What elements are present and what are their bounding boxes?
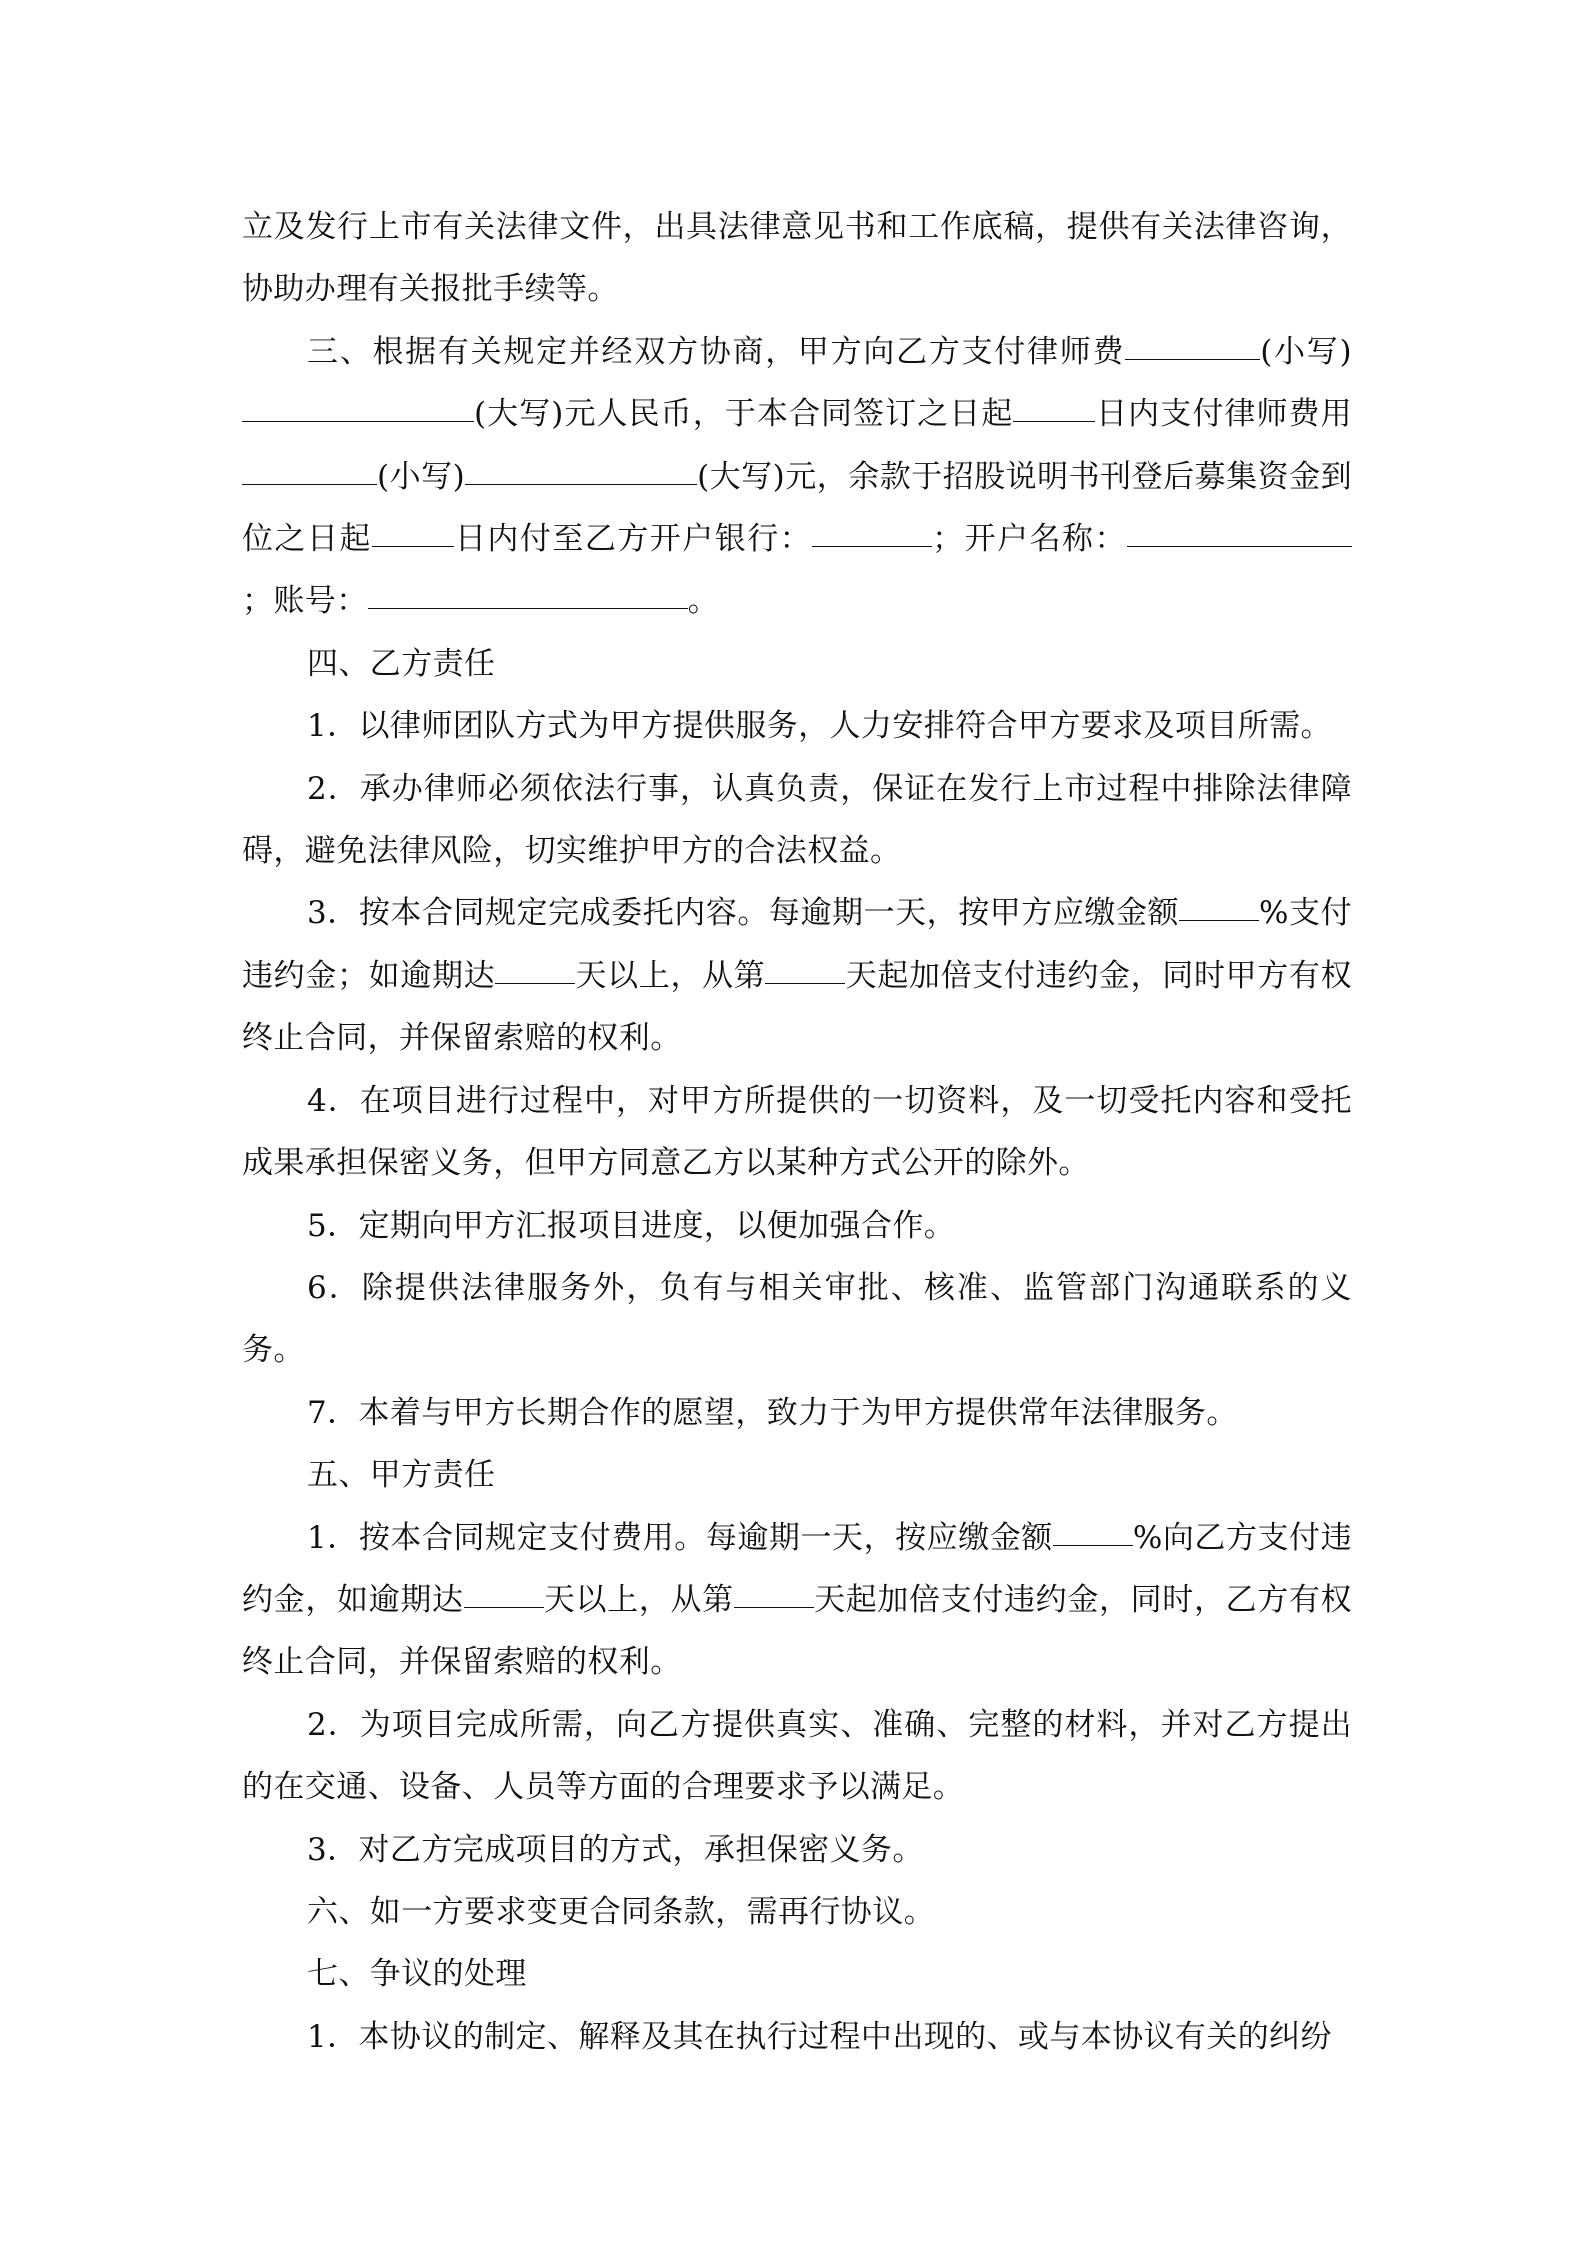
clause-text: (大写)元人民币，于本合同签订之日起 (474, 396, 1014, 433)
section-heading-party-b (242, 633, 1352, 695)
list-item (242, 2006, 1352, 2068)
item-text: 天以上，从第 (543, 1581, 734, 1618)
item-text: 3．按本合同规定完成委托内容。每逾期一天，按甲方应缴金额 (307, 895, 1180, 932)
item-text: 7．本着与甲方长期合作的愿望，致力于为甲方提供常年法律服务。 (307, 1394, 1238, 1431)
heading-text: 七、争议的处理 (307, 1956, 527, 1993)
paragraph-continuation (242, 196, 1352, 321)
clause-text: ；开户名称： (932, 521, 1127, 558)
clause-text: (大写)元，余款于招股说明书刊登后募集资金到位之日起 (242, 458, 1352, 558)
fill-blank[interactable] (1013, 420, 1095, 422)
clause-text: (小写) (377, 458, 466, 495)
item-text: 4．在项目进行过程中，对甲方所提供的一切资料，及一切受托内容和受托成果承担保密义务，但甲方同意乙方以某种方式公开的除外。 (242, 1082, 1352, 1182)
fill-blank[interactable] (242, 483, 377, 485)
item-text: 5．定期向甲方汇报项目进度，以便加强合作。 (307, 1207, 956, 1244)
list-item (242, 1694, 1352, 1819)
contract-body (242, 196, 1352, 2068)
fill-blank[interactable] (368, 607, 688, 609)
clause-text: (小写) (1260, 333, 1352, 370)
fill-blank[interactable] (242, 420, 474, 422)
clause-text: 日内付至乙方开户银行： (453, 521, 813, 558)
item-text: 2．承办律师必须依法行事，认真负责，保证在发行上市过程中排除法律障碍，避免法律风险，切实维护甲方的合法权益。 (242, 770, 1352, 870)
item-text: 天起加倍支付违约金，同时，乙方有权终止合同，并保留索赔的权利。 (242, 1581, 1352, 1681)
clause-fee-payment (242, 321, 1352, 633)
heading-text: 四、乙方责任 (307, 645, 496, 682)
item-text: 2．为项目完成所需，向乙方提供真实、准确、完整的材料，并对乙方提出的在交通、设备、人员等方面的合理要求予以满足。 (242, 1706, 1352, 1806)
list-item (242, 758, 1352, 883)
section-heading-party-a (242, 1444, 1352, 1506)
section-heading-disputes (242, 1943, 1352, 2005)
clause-text: 。 (687, 583, 720, 620)
list-item (242, 1382, 1352, 1444)
list-item-penalty-a (242, 1507, 1352, 1694)
fill-blank[interactable] (495, 982, 575, 984)
fill-blank[interactable] (812, 545, 932, 547)
list-item (242, 1070, 1352, 1195)
clause-text: 日内支付律师费用 (1095, 396, 1352, 433)
list-item (242, 695, 1352, 757)
clause-text: ；账号： (242, 583, 368, 620)
item-text: 天以上，从第 (575, 957, 766, 994)
list-item (242, 1195, 1352, 1257)
fill-blank[interactable] (1053, 1544, 1133, 1546)
fill-blank[interactable] (1127, 545, 1352, 547)
item-text: %向乙方支付违约金，如逾期达 (242, 1519, 1352, 1618)
fill-blank[interactable] (464, 1606, 544, 1608)
fill-blank[interactable] (1179, 919, 1259, 921)
fill-blank[interactable] (465, 483, 697, 485)
item-text: 1．本协议的制定、解释及其在执行过程中出现的、或与本协议有关的纠纷 (307, 2018, 1332, 2055)
heading-text: 五、甲方责任 (307, 1457, 496, 1494)
item-text: 1．按本合同规定支付费用。每逾期一天，按应缴金额 (307, 1519, 1053, 1556)
item-text: %支付违约金；如逾期达 (242, 895, 1352, 994)
list-item-penalty-b (242, 882, 1352, 1069)
item-text: 3．对乙方完成项目的方式，承担保密义务。 (307, 1831, 924, 1868)
fill-blank[interactable] (765, 982, 845, 984)
fill-blank[interactable] (734, 1606, 814, 1608)
clause-text: 三、根据有关规定并经双方协商，甲方向乙方支付律师费 (307, 333, 1126, 370)
paragraph-text: 立及发行上市有关法律文件，出具法律意见书和工作底稿，提供有关法律咨询，协助办理有关报批手续等。 (242, 209, 1352, 308)
item-text: 6．除提供法律服务外，负有与相关审批、核准、监管部门沟通联系的义务。 (242, 1269, 1352, 1369)
fill-blank[interactable] (372, 545, 454, 547)
section-heading-amendment (242, 1881, 1352, 1943)
list-item (242, 1819, 1352, 1881)
fill-blank[interactable] (1125, 358, 1260, 360)
item-text: 1．以律师团队方式为甲方提供服务，人力安排符合甲方要求及项目所需。 (307, 708, 1332, 745)
list-item (242, 1257, 1352, 1382)
item-text: 天起加倍支付违约金，同时甲方有权终止合同，并保留索赔的权利。 (242, 957, 1352, 1057)
heading-text: 六、如一方要求变更合同条款，需再行协议。 (307, 1893, 935, 1930)
